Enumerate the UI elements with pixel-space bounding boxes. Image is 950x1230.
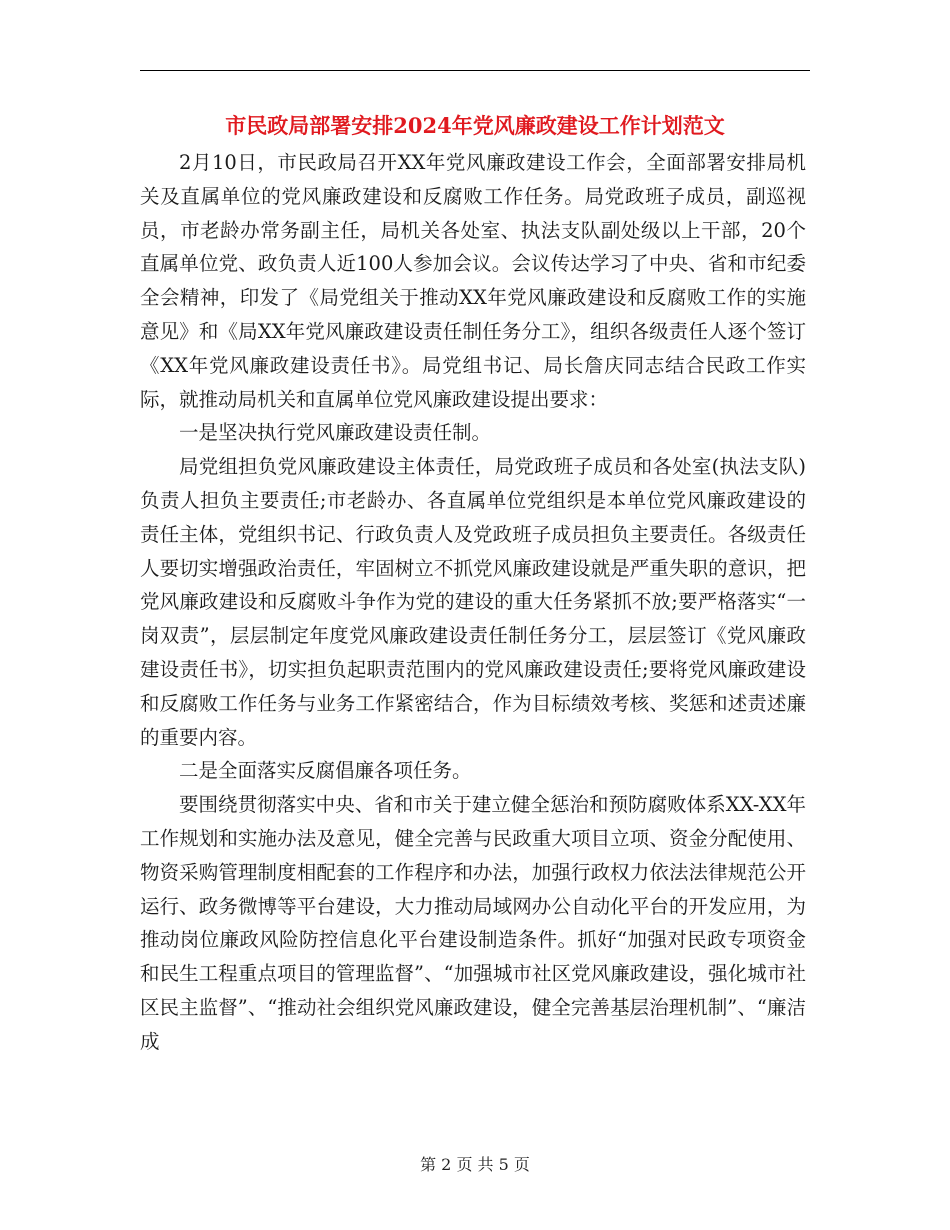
document-body [140,146,806,1059]
document-title: 市民政局部署安排2024年党风廉政建设工作计划范文 [225,113,725,138]
paragraph-responsibility: 局党组担负党风廉政建设主体责任，局党政班子成员和各处室(执法支队)负责人担负主要责任;市老龄办、各直属单位党组织是本单位党风廉政建设的责任主体，党组织书记、行政负责人及党政班子成员担负主要责任。各级责任人要切实增强政治责任，牢固树立不抓党风廉政建设就是严重失职的意识，把党风廉政建设和反腐败斗争作为党的建设的重大任务紧抓不放;要严格落实“一岗双责”，层层制定年度党风廉政建设责任制任务分工，层层签订《党风廉政建设责任书》，切实担负起职责范围内的党风廉政建设责任;要将党风廉政建设和反腐败工作任务与业务工作紧密结合，作为目标绩效考核、奖惩和述责述廉的重要内容。 [140,455,806,749]
page-number-footer: 第 2 页 共 5 页 [420,1155,530,1174]
paragraph-tasks: 要围绕贯彻落实中央、省和市关于建立健全惩治和预防腐败体系XX-XX年工作规划和实施办法及意见，健全完善与民政重大项目立项、资金分配使用、物资采购管理制度相配套的工作程序和办法，加强行政权力依法法律规范公开运行、政务微博等平台建设，大力推动局域网办公自动化平台的开发应用，为推动岗位廉政风险防控信息化平台建设制造条件。抓好“加强对民政专项资金和民生工程重点项目的管理监督”、“加强城市社区党风廉政建设，强化城市社区民主监督”、“推动社会组织党风廉政建设，健全完善基层治理机制”、“廉洁成 [140,793,806,1053]
header-rule [140,70,810,71]
paragraph-meeting-summary: 2月10日，市民政局召开XX年党风廉政建设工作会，全面部署安排局机关及直属单位的党风廉政建设和反腐败工作任务。局党政班子成员，副巡视员，市老龄办常务副主任，局机关各处室、执法支队副处级以上干部，20个直属单位党、政负责人近100人参加会议。会议传达学习了中央、省和市纪委全会精神，印发了《局党组关于推动XX年党风廉政建设和反腐败工作的实施意见》和《局XX年党风廉政建设责任制任务分工》，组织各级责任人逐个签订《XX年党风廉政建设责任书》。局党组书记、局长詹庆同志结合民政工作实际，就推动局机关和直属单位党风廉政建设提出要求： [140,151,806,411]
paragraph-heading-one: 一是坚决执行党风廉政建设责任制。 [179,421,492,445]
paragraph-heading-two: 二是全面落实反腐倡廉各项任务。 [179,759,472,783]
